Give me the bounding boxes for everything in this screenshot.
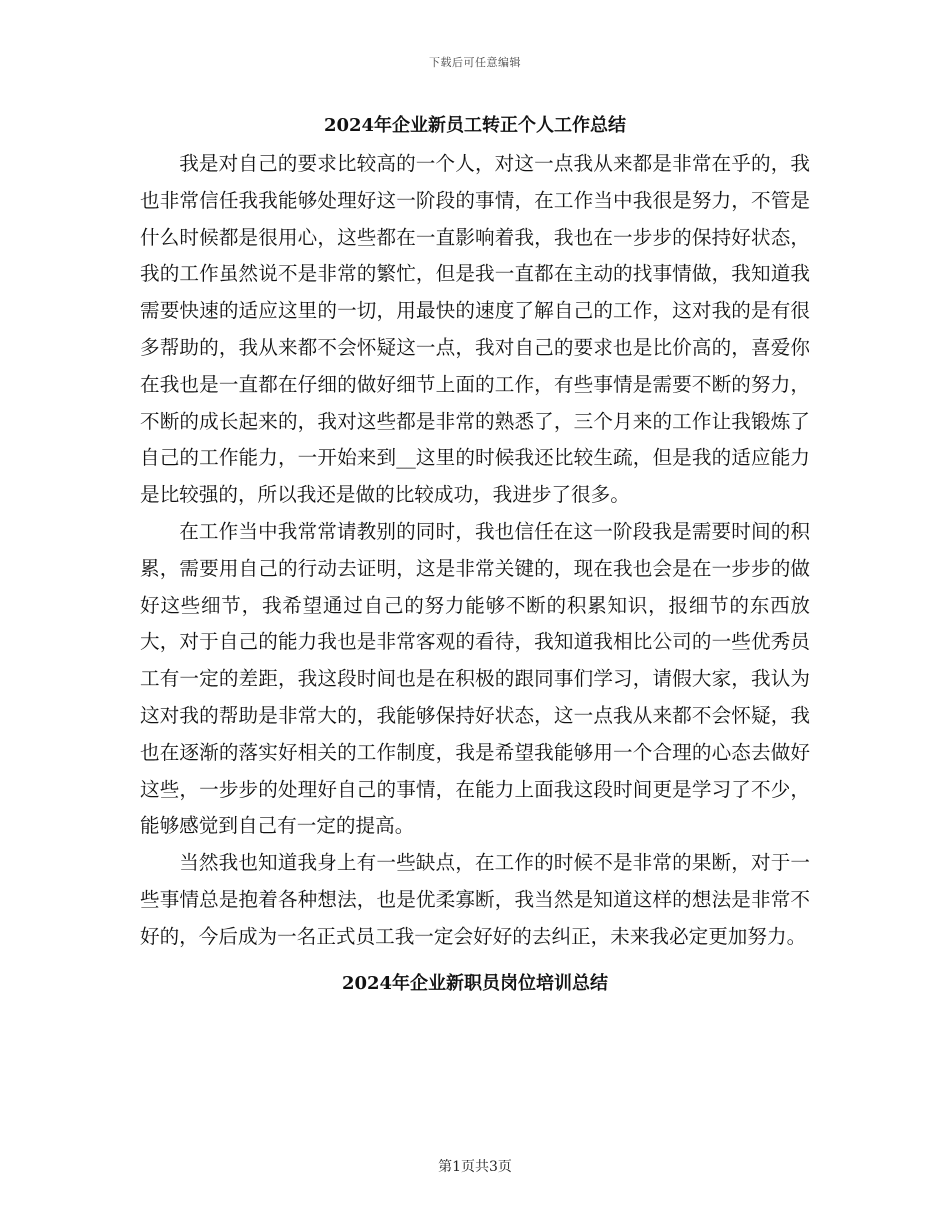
document-title: 2024年企业新员工转正个人工作总结 (323, 115, 627, 136)
page-number: 第1页共3页 (438, 1159, 512, 1175)
paragraph-2: 在工作当中我常常请教别的同时，我也信任在这一阶段我是需要时间的积累，需要用自己的行动去证明，这是非常关键的，现在我也会是在一步步的做好这些细节，我希望通过自己的努力能够不断的积累知识，报细节的东西放大，对于自己的能力我也是非常客观的看待，我知道我相比公司的一些优秀员工有一定的差距，我这段时间也是在积极的跟同事们学习，请假大家，我认为这对我的帮助是非常大的，我能够保持好状态，这一点我从来都不会怀疑，我也在逐渐的落实好相关的工作制度，我是希望我能够用一个合理的心态去做好这些，一步步的处理好自己的事情，在能力上面我这段时间更是学习了不少，能够感觉到自己有一定的提高。 (140, 519, 810, 838)
page-header-note: 下载后可任意编辑 (429, 56, 521, 69)
next-section-title: 2024年企业新职员岗位培训总结 (341, 972, 609, 994)
paragraph-3: 当然我也知道我身上有一些缺点，在工作的时候不是非常的果断，对于一些事情总是抱着各种想法，也是优柔寡断，我当然是知道这样的想法是非常不好的，今后成为一名正式员工我一定会好好的去纠正，未来我必定更加努力。 (140, 851, 810, 948)
paragraph-1: 我是对自己的要求比较高的一个人，对这一点我从来都是非常在乎的，我也非常信任我我能够处理好这一阶段的事情，在工作当中我很是努力，不管是什么时候都是很用心，这些都在一直影响着我，我也在一步步的保持好状态，我的工作虽然说不是非常的繁忙，但是我一直都在主动的找事情做，我知道我需要快速的适应这里的一切，用最快的速度了解自己的工作，这对我的是有很多帮助的，我从来都不会怀疑这一点，我对自己的要求也是比价高的，喜爱你在我也是一直都在仔细的做好细节上面的工作，有些事情是需要不断的努力，不断的成长起来的，我对这些都是非常的熟悉了，三个月来的工作让我锻炼了自己的工作能力，一开始来到__这里的时候我还比较生疏，但是我的适应能力是比较强的，所以我还是做的比较成功，我进步了很多。 (140, 152, 810, 507)
document-body (140, 112, 810, 998)
